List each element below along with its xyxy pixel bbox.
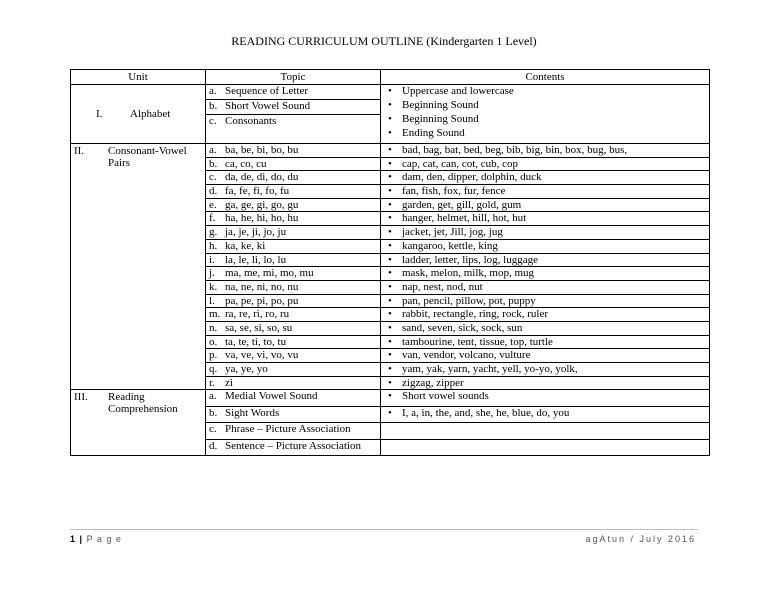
bullet-icon: • — [388, 267, 392, 280]
topic-cell — [206, 363, 381, 377]
topic-text: ga, ge, gi, go, gu — [225, 198, 299, 211]
topic-letter: n. — [209, 321, 218, 334]
page-number: 1 — [70, 534, 77, 544]
topic-letter: r. — [209, 376, 215, 389]
topic-cell — [206, 226, 381, 240]
table-header-row — [71, 70, 710, 85]
contents-cell — [381, 406, 710, 423]
topic-cell — [206, 349, 381, 363]
contents-cell — [381, 198, 710, 212]
contents-cell — [381, 185, 710, 199]
bullet-icon: • — [388, 144, 392, 156]
bullet-icon: • — [388, 198, 392, 211]
bullet-icon: • — [388, 127, 392, 139]
topic-text: ja, je, ji, jo, ju — [225, 226, 287, 239]
page-word: P a g e — [86, 534, 122, 544]
unit-1-number: I. — [96, 108, 103, 120]
unit-number: III. — [74, 391, 88, 404]
unit-1-topics — [206, 85, 381, 144]
curriculum-table — [70, 69, 710, 456]
topic-row — [206, 99, 380, 114]
topic-text: ka, ke, ki — [225, 239, 266, 252]
topic-letter: c. — [209, 171, 217, 184]
topic-cell — [206, 321, 381, 335]
topic-cell — [206, 376, 381, 390]
content-item: garden, get, gill, gold, gum — [402, 198, 522, 211]
table-row — [71, 144, 710, 158]
topic-cell — [206, 253, 381, 267]
topic-letter: a. — [209, 85, 217, 97]
topic-cell — [206, 308, 381, 322]
content-item: rabbit, rectangle, ring, rock, ruler — [402, 308, 548, 321]
topic-text: ta, te, ti, to, tu — [225, 335, 287, 348]
topic-text: Sight Words — [225, 406, 280, 419]
contents-cell — [381, 239, 710, 253]
content-item: jacket, jet, Jill, jog, jug — [402, 226, 503, 239]
content-item: cap, cat, can, cot, cub, cop — [402, 157, 519, 170]
topic-text: fa, fe, fi, fo, fu — [225, 185, 290, 198]
content-item: Beginning Sound — [402, 99, 479, 111]
contents-cell — [381, 349, 710, 363]
topic-cell — [206, 335, 381, 349]
topic-text: na, ne, ni, no, nu — [225, 280, 299, 293]
topic-letter: a. — [209, 144, 217, 156]
topic-cell — [206, 171, 381, 185]
bullet-icon: • — [388, 171, 392, 184]
topic-cell — [206, 157, 381, 171]
topic-cell — [206, 423, 381, 440]
bullet-icon: • — [388, 212, 392, 225]
topic-cell — [206, 144, 381, 158]
topic-letter: i. — [209, 253, 215, 266]
contents-cell — [381, 439, 710, 456]
topic-text: Medial Vowel Sound — [225, 390, 318, 403]
content-item: tambourine, tent, tissue, top, turtle — [402, 335, 553, 348]
content-item: Ending Sound — [402, 127, 465, 139]
topic-text: Sentence – Picture Association — [225, 439, 361, 452]
unit-name: Consonant-Vowel Pairs — [108, 145, 187, 169]
contents-cell — [381, 376, 710, 390]
topic-cell — [206, 267, 381, 281]
topic-text: da, de, di, do, du — [225, 171, 299, 184]
topic-row — [206, 85, 380, 99]
content-item: Uppercase and lowercase — [402, 85, 514, 97]
unit-name: Reading Comprehension — [108, 391, 178, 416]
topic-text: Sequence of Letter — [225, 85, 309, 97]
content-item: Beginning Sound — [402, 113, 479, 125]
content-item: mask, melon, milk, mop, mug — [402, 267, 534, 280]
topic-text: sa, se, si, so, su — [225, 321, 293, 334]
topic-letter: b. — [209, 100, 218, 112]
footer-page-label — [70, 534, 122, 544]
topic-letter: k. — [209, 280, 218, 293]
contents-cell — [381, 253, 710, 267]
bullet-icon: • — [388, 113, 392, 125]
topic-text: ma, me, mi, mo, mu — [225, 267, 314, 280]
topic-letter: j. — [209, 267, 215, 280]
content-item: dam, den, dipper, dolphin, duck — [402, 171, 542, 184]
header-topic: Topic — [206, 70, 381, 85]
header-contents: Contents — [381, 70, 710, 85]
topic-text: zi — [225, 376, 233, 389]
contents-cell — [381, 335, 710, 349]
topic-row — [206, 114, 380, 143]
topic-letter: e. — [209, 198, 217, 211]
unit-3-cell — [71, 390, 206, 456]
contents-cell — [381, 308, 710, 322]
unit-number: II. — [74, 145, 85, 157]
topic-letter: h. — [209, 239, 218, 252]
topic-letter: c. — [209, 115, 217, 127]
page-separator: | — [79, 534, 84, 544]
topic-text: Consonants — [225, 115, 277, 127]
topic-cell — [206, 212, 381, 226]
bullet-icon: • — [388, 349, 392, 362]
table-row — [71, 390, 710, 407]
bullet-icon: • — [388, 239, 392, 252]
content-item: sand, seven, sick, sock, sun — [402, 321, 523, 334]
topic-cell — [206, 280, 381, 294]
contents-cell — [381, 144, 710, 158]
topic-letter: c. — [209, 423, 217, 436]
topic-text: ra, re, ri, ro, ru — [225, 308, 290, 321]
contents-cell — [381, 280, 710, 294]
topic-text: Phrase – Picture Association — [225, 423, 351, 436]
topic-cell — [206, 185, 381, 199]
bullet-icon: • — [388, 294, 392, 307]
contents-cell — [381, 171, 710, 185]
unit-1-name: Alphabet — [130, 108, 171, 120]
bullet-icon: • — [388, 253, 392, 266]
contents-cell — [381, 157, 710, 171]
topic-letter: g. — [209, 226, 218, 239]
unit-1-contents — [381, 85, 710, 144]
content-item: fan, fish, fox, fur, fence — [402, 185, 506, 198]
topic-letter: l. — [209, 294, 215, 307]
topic-text: ha, he, hi, ho, hu — [225, 212, 299, 225]
topic-letter: b. — [209, 406, 218, 419]
contents-cell — [381, 390, 710, 407]
unit-3-body — [71, 390, 710, 456]
topic-letter: d. — [209, 439, 218, 452]
content-item: kangaroo, kettle, king — [402, 239, 498, 252]
unit-2-body — [71, 144, 710, 390]
unit-1-cell — [71, 85, 206, 144]
content-item: hanger, helmet, hill, hot, hut — [402, 212, 527, 225]
content-item: bad, bag, bat, bed, beg, bib, big, bin, box, bug, bus, — [402, 144, 628, 156]
bullet-icon: • — [388, 335, 392, 348]
topic-cell — [206, 439, 381, 456]
topic-cell — [206, 239, 381, 253]
content-item: van, vendor, volcano, vulture — [402, 349, 531, 362]
bullet-icon: • — [388, 185, 392, 198]
bullet-icon: • — [388, 406, 392, 419]
topic-letter: m. — [209, 308, 221, 321]
bullet-icon: • — [388, 226, 392, 239]
contents-cell — [381, 423, 710, 440]
topic-text: va, ve, vi, vo, vu — [225, 349, 299, 362]
content-item: ladder, letter, lips, log, luggage — [402, 253, 538, 266]
topic-letter: f. — [209, 212, 216, 225]
bullet-icon: • — [388, 157, 392, 170]
topic-text: ba, be, bi, bo, bu — [225, 144, 299, 156]
topic-cell — [206, 406, 381, 423]
content-item: zigzag, zipper — [402, 376, 464, 389]
content-item: Short vowel sounds — [402, 390, 489, 403]
contents-cell — [381, 226, 710, 240]
topic-text: ya, ye, yo — [225, 363, 268, 375]
topic-cell — [206, 294, 381, 308]
content-item: yam, yak, yarn, yacht, yell, yo-yo, yolk, — [402, 363, 578, 375]
content-item: I, a, in, the, and, she, he, blue, do, you — [402, 406, 570, 419]
bullet-icon: • — [388, 308, 392, 321]
document-title: READING CURRICULUM OUTLINE (Kindergarten 1 Level) — [231, 34, 537, 48]
header-unit: Unit — [71, 70, 206, 85]
topic-letter: b. — [209, 157, 218, 170]
contents-cell — [381, 294, 710, 308]
topic-letter: o. — [209, 335, 218, 348]
bullet-icon: • — [388, 99, 392, 111]
unit-2-cell — [71, 144, 206, 390]
topic-letter: q. — [209, 363, 218, 375]
contents-cell — [381, 363, 710, 377]
bullet-icon: • — [388, 363, 392, 375]
content-item: nap, nest, nod, nut — [402, 280, 483, 293]
footer-rule — [70, 529, 698, 530]
unit-1-row — [71, 85, 710, 144]
content-item: pan, pencil, pillow, pot, puppy — [402, 294, 536, 307]
topic-text: Short Vowel Sound — [225, 100, 311, 112]
footer-author-date: agAtun / July 2016 — [585, 534, 696, 544]
topic-cell — [206, 390, 381, 407]
topic-cell — [206, 198, 381, 212]
contents-cell — [381, 212, 710, 226]
topic-text: la, le, li, lo, lu — [225, 253, 287, 266]
bullet-icon: • — [388, 280, 392, 293]
bullet-icon: • — [388, 390, 392, 403]
topic-letter: p. — [209, 349, 218, 362]
topic-text: ca, co, cu — [225, 157, 267, 170]
topic-text: pa, pe, pi, po, pu — [225, 294, 299, 307]
contents-cell — [381, 321, 710, 335]
topic-letter: a. — [209, 390, 217, 403]
contents-cell — [381, 267, 710, 281]
bullet-icon: • — [388, 321, 392, 334]
bullet-icon: • — [388, 85, 392, 97]
bullet-icon: • — [388, 376, 392, 389]
topic-letter: d. — [209, 185, 218, 198]
